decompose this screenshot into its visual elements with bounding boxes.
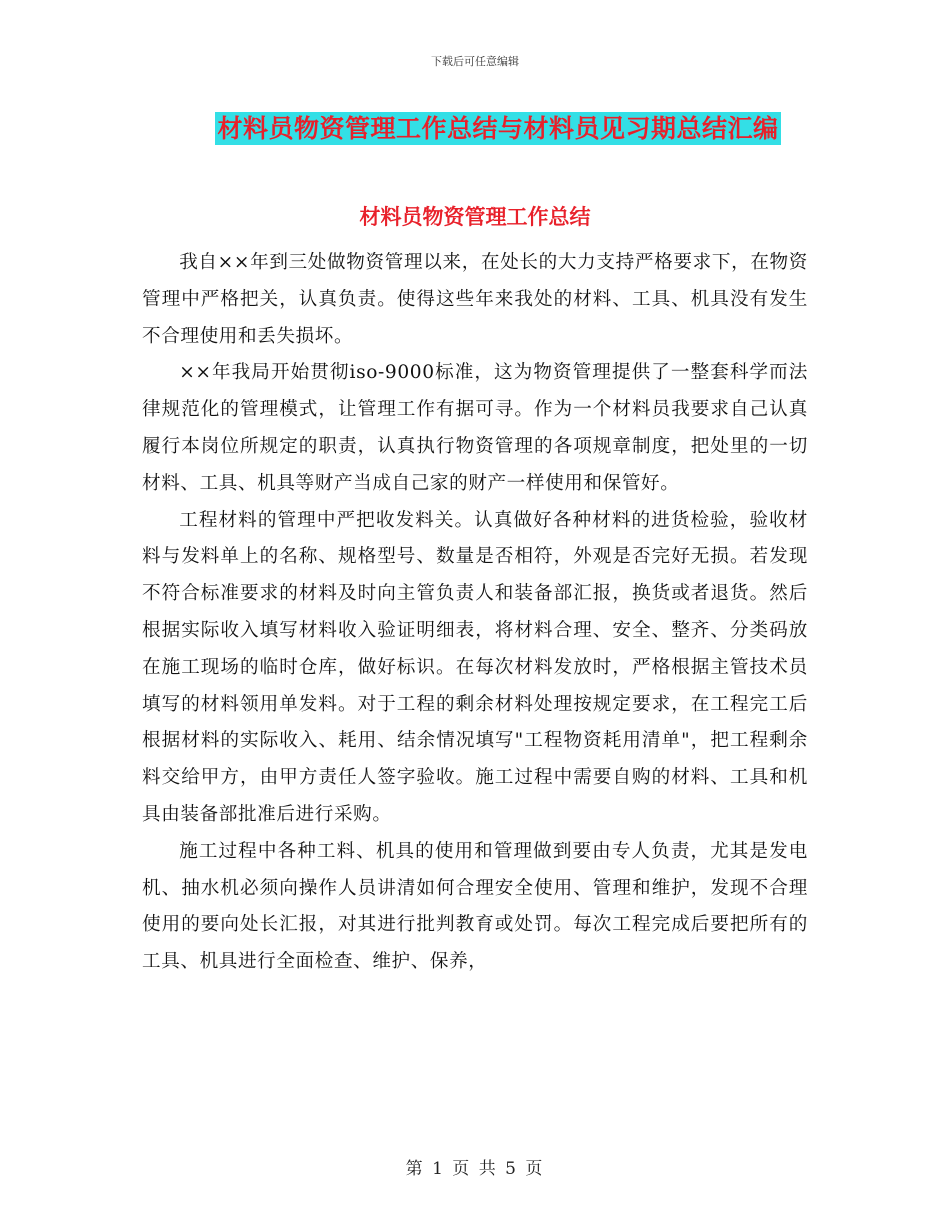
paragraph-4: 施工过程中各种工料、机具的使用和管理做到要由专人负责，尤其是发电机、抽水机必须向操作人员讲清如何合理安全使用、管理和维护，发现不合理使用的要向处长汇报，对其进行批判教育或处罚。每次工程完成后要把所有的工具、机具进行全面检查、维护、保养，: [142, 840, 808, 973]
page-footer: 第 1 页 共 5 页: [405, 1159, 545, 1179]
section-title: 材料员物资管理工作总结: [359, 205, 591, 229]
main-title-container: [0, 112, 950, 145]
paragraph-2: ××年我局开始贯彻iso-9000标准，这为物资管理提供了一整套科学而法律规范化的管理模式，让管理工作有据可寻。作为一个材料员我要求自己认真履行本岗位所规定的职责，认真执行物资管理的各项规章制度，把处里的一切材料、工具、机具等财产当成自己家的财产一样使用和保管好。: [142, 362, 808, 494]
document-body: [142, 245, 808, 981]
header-note: 下载后可任意编辑: [431, 55, 519, 68]
main-title: 材料员物资管理工作总结与材料员见习期总结汇编: [217, 114, 779, 143]
paragraph-3: 工程材料的管理中严把收发料关。认真做好各种材料的进货检验，验收材料与发料单上的名称、规格型号、数量是否相符，外观是否完好无损。若发现不符合标准要求的材料及时向主管负责人和装备部汇报，换货或者退货。然后根据实际收入填写材料收入验证明细表，将材料合理、安全、整齐、分类码放在施工现场的临时仓库，做好标识。在每次材料发放时，严格根据主管技术员填写的材料领用单发料。对于工程的剩余材料处理按规定要求，在工程完工后根据材料的实际收入、耗用、结余情况填写"工程物资耗用清单"，把工程剩余料交给甲方，由甲方责任人签字验收。施工过程中需要自购的材料、工具和机具由装备部批准后进行采购。: [142, 509, 808, 825]
paragraph-1: 我自××年到三处做物资管理以来，在处长的大力支持严格要求下，在物资管理中严格把关，认真负责。使得这些年来我处的材料、工具、机具没有发生不合理使用和丢失损坏。: [142, 252, 808, 347]
